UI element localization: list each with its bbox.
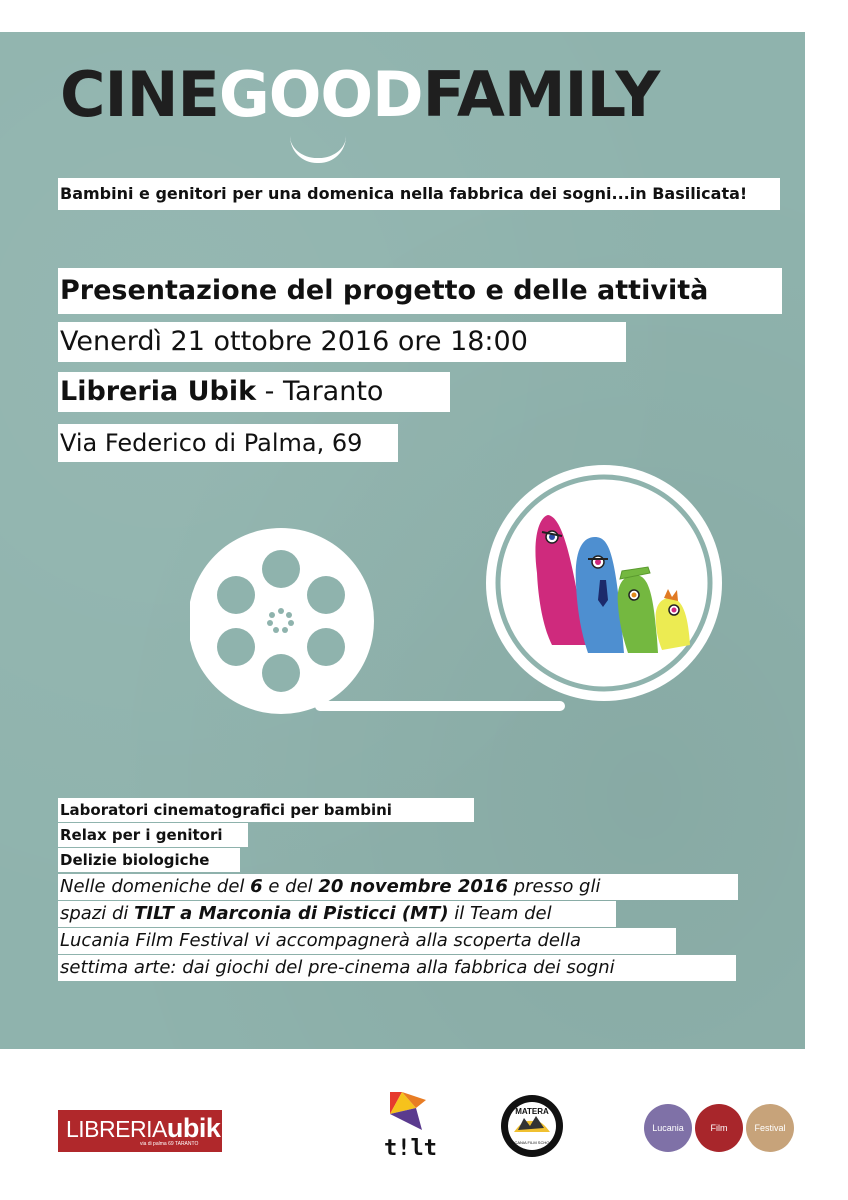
ubik-word-ubik: ubik bbox=[166, 1113, 221, 1143]
description-line-3: Lucania Film Festival vi accompagnerà alla scoperta della bbox=[58, 928, 676, 954]
tagline: Bambini e genitori per una domenica nella fabbrica dei sogni...in Basilicata! bbox=[58, 178, 780, 210]
event-venue bbox=[58, 372, 450, 412]
tilt-triangle-icon bbox=[382, 1090, 428, 1136]
tilt-logo bbox=[382, 1090, 437, 1162]
desc-text: e del bbox=[262, 876, 319, 897]
film-reel-icon bbox=[190, 528, 374, 714]
event-address: Via Federico di Palma, 69 bbox=[58, 424, 398, 462]
film-reel-illustration bbox=[190, 455, 750, 715]
activity-item: Laboratori cinematografici per bambini bbox=[58, 798, 474, 822]
event-headline: Presentazione del progetto e delle attività bbox=[58, 268, 782, 314]
matera-ring-text: LUCANIA FILM SCHOOL bbox=[509, 1140, 555, 1145]
event-date: Venerdì 21 ottobre 2016 ore 18:00 bbox=[58, 322, 626, 362]
description-line-4: settima arte: dai giochi del pre-cinema alla fabbrica dei sogni bbox=[58, 955, 736, 981]
desc-date-20: 20 novembre 2016 bbox=[318, 876, 508, 897]
title-part-cine: CINE bbox=[60, 58, 219, 131]
desc-date-6: 6 bbox=[250, 876, 263, 897]
lucania-film-festival-logo-film: Film bbox=[695, 1104, 743, 1152]
lucania-film-festival-logo-lucania: Lucania bbox=[644, 1104, 692, 1152]
desc-text: il Team del bbox=[448, 903, 552, 924]
libreria-ubik-logo bbox=[58, 1110, 222, 1152]
desc-location: TILT a Marconia di Pisticci (MT) bbox=[134, 903, 449, 924]
description-line-1 bbox=[58, 874, 738, 900]
matera-title: MATERA bbox=[515, 1107, 549, 1116]
ubik-wordmark bbox=[66, 1113, 220, 1144]
venue-name: Libreria Ubik bbox=[60, 376, 257, 407]
desc-text: presso gli bbox=[507, 876, 601, 897]
desc-text: spazi di bbox=[60, 903, 135, 924]
title-part-family: FAMILY bbox=[422, 58, 660, 131]
activity-item: Delizie biologiche bbox=[58, 848, 240, 872]
title-part-good: GOOD bbox=[218, 58, 423, 131]
activity-item: Relax per i genitori bbox=[58, 823, 248, 847]
matera-film-school-logo bbox=[500, 1094, 564, 1158]
ubik-word-libreria: LIBRERIA bbox=[66, 1116, 167, 1142]
venue-city: Taranto bbox=[283, 376, 384, 407]
venue-separator: - bbox=[256, 376, 283, 407]
event-title bbox=[60, 58, 660, 131]
ubik-subtitle: via di palma 69 TARANTO bbox=[140, 1141, 199, 1147]
tilt-wordmark: t!lt bbox=[384, 1136, 437, 1161]
description-line-2 bbox=[58, 901, 616, 927]
lucania-film-festival-logo-festival: Festival bbox=[746, 1104, 794, 1152]
desc-text: Nelle domeniche del bbox=[60, 876, 251, 897]
